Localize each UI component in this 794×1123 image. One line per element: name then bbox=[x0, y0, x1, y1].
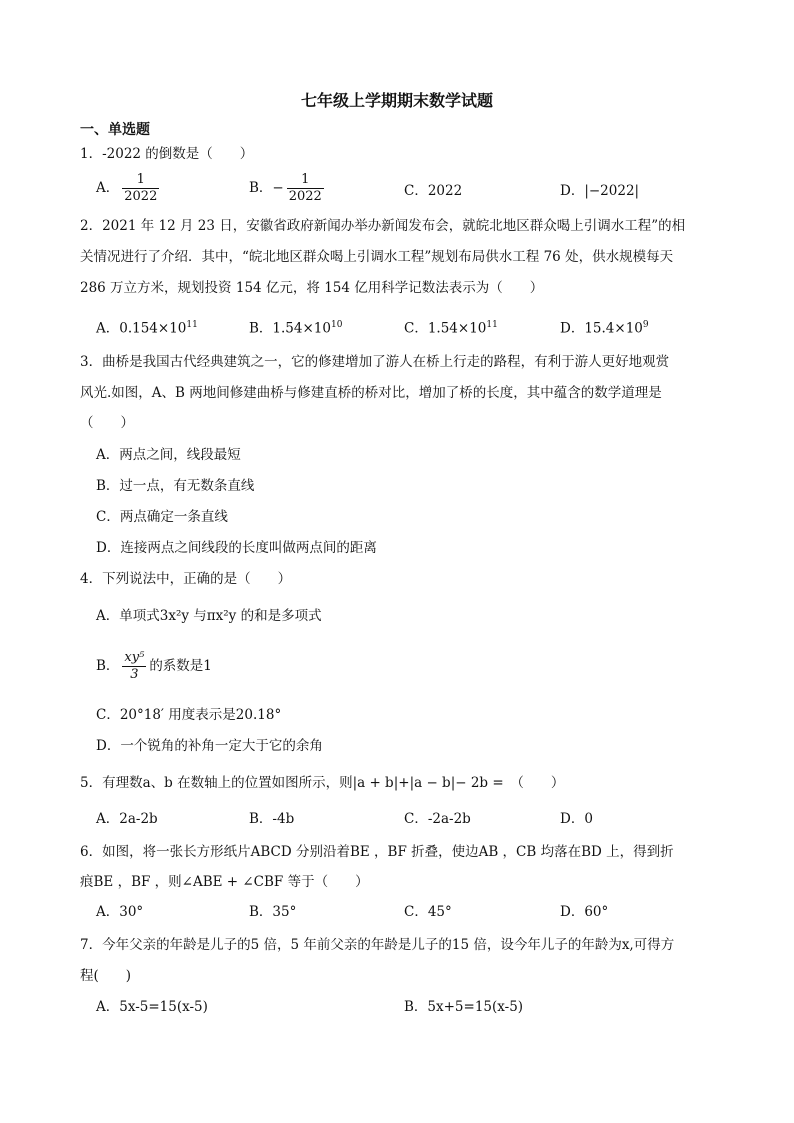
question-1-option-a: A． $\frac{1}{2022}$ bbox=[96, 172, 158, 204]
question-2-line-3: 286 万立方米，规划投资 154 亿元，将 154 亿用科学记数法表示为（ ） bbox=[80, 280, 544, 296]
question-7-line-2: 程( ) bbox=[80, 968, 132, 984]
question-1-option-d: D．|−2022| bbox=[560, 183, 640, 199]
question-1-stem: 1．-2022 的倒数是（ ） bbox=[80, 146, 254, 162]
page-title: 七年级上学期期末数学试题 bbox=[300, 91, 493, 110]
question-4-option-d: D．一个锐角的补角一定大于它的余角 bbox=[96, 738, 323, 754]
question-2-option-d: D．$15.4\times 10^9$ bbox=[560, 320, 649, 337]
fraction: $\frac{\text{xy⁵}}{3}$ bbox=[124, 650, 145, 682]
question-2-option-a: A．$0.154\times 10^{11}$ bbox=[96, 320, 198, 337]
fraction: $\frac{1}{2022}$ bbox=[124, 172, 158, 204]
question-7-line-1: 7．今年父亲的年龄是儿子的5 倍，5 年前父亲的年龄是儿子的15 倍，设今年儿子的年龄为x,可得方 bbox=[80, 937, 675, 953]
question-3-option-b: B．过一点，有无数条直线 bbox=[96, 478, 255, 494]
question-6-line-2: 痕BE ，BF ，则∠ABE + ∠CBF 等于（ ） bbox=[80, 874, 369, 890]
question-6-option-d: D．60° bbox=[560, 904, 609, 920]
question-2-line-1: 2．2021 年 12 月 23 日，安徽省政府新闻办举办新闻发布会，就皖北地区群众喝上引调水工程”的相 bbox=[80, 218, 686, 234]
question-6-option-b: B．35° bbox=[249, 904, 297, 920]
question-7-option-b: B．5x+5=15(x-5) bbox=[404, 999, 524, 1015]
question-5-option-d: D．0 bbox=[560, 811, 593, 827]
question-1-option-b: B．− $\frac{1}{2022}$ bbox=[249, 172, 322, 204]
question-3-option-d: D．连接两点之间线段的长度叫做两点间的距离 bbox=[96, 540, 377, 556]
question-5-option-a: A．2a-2b bbox=[96, 811, 158, 827]
question-4-option-b: B． $\frac{\text{xy⁵}}{3}$ 的系数是1 bbox=[96, 650, 212, 682]
question-6-line-1: 6．如图，将一张长方形纸片ABCD 分别沿着BE ，BF 折叠，使边AB ，CB 均落在BD 上，得到折 bbox=[80, 844, 674, 860]
question-2-option-c: C．$1.54\times 10^{11}$ bbox=[404, 320, 498, 337]
question-3-option-c: C．两点确定一条直线 bbox=[96, 509, 228, 525]
question-5-option-b: B．-4b bbox=[249, 811, 295, 827]
question-1-option-c: C．2022 bbox=[404, 183, 463, 199]
fraction: $\frac{1}{2022}$ bbox=[288, 172, 322, 204]
question-2-option-b: B．$1.54\times 10^{10}$ bbox=[249, 320, 343, 337]
question-7-option-a: A．5x-5=15(x-5) bbox=[96, 999, 208, 1015]
question-3-line-1: 3．曲桥是我国古代经典建筑之一，它的修建增加了游人在桥上行走的路程，有利于游人更好地观赏 bbox=[80, 354, 670, 370]
question-6-option-c: C．45° bbox=[404, 904, 452, 920]
question-5-stem: 5．有理数a、b 在数轴上的位置如图所示，则|a + b|+|a − b|− 2b = （ ） bbox=[80, 775, 565, 791]
section-heading: 一、单选题 bbox=[80, 122, 150, 138]
question-3-line-3: （ ） bbox=[80, 415, 134, 431]
question-4-stem: 4．下列说法中，正确的是（ ） bbox=[80, 571, 292, 587]
question-2-line-2: 关情况进行了介绍．其中，“皖北地区群众喝上引调水工程”规划布局供水工程 76 处，供水规模每天 bbox=[80, 249, 674, 265]
question-5-option-c: C．-2a-2b bbox=[404, 811, 471, 827]
question-6-option-a: A．30° bbox=[96, 904, 144, 920]
question-4-option-c: C．20°18′ 用度表示是20.18° bbox=[96, 707, 282, 723]
question-3-line-2: 风光.如图，A、B 两地间修建曲桥与修建直桥的桥对比，增加了桥的长度，其中蕴含的数学道理是 bbox=[80, 385, 662, 401]
question-4-option-a: A．单项式3x²y 与πx²y 的和是多项式 bbox=[96, 608, 322, 624]
question-3-option-a: A．两点之间，线段最短 bbox=[96, 447, 241, 463]
